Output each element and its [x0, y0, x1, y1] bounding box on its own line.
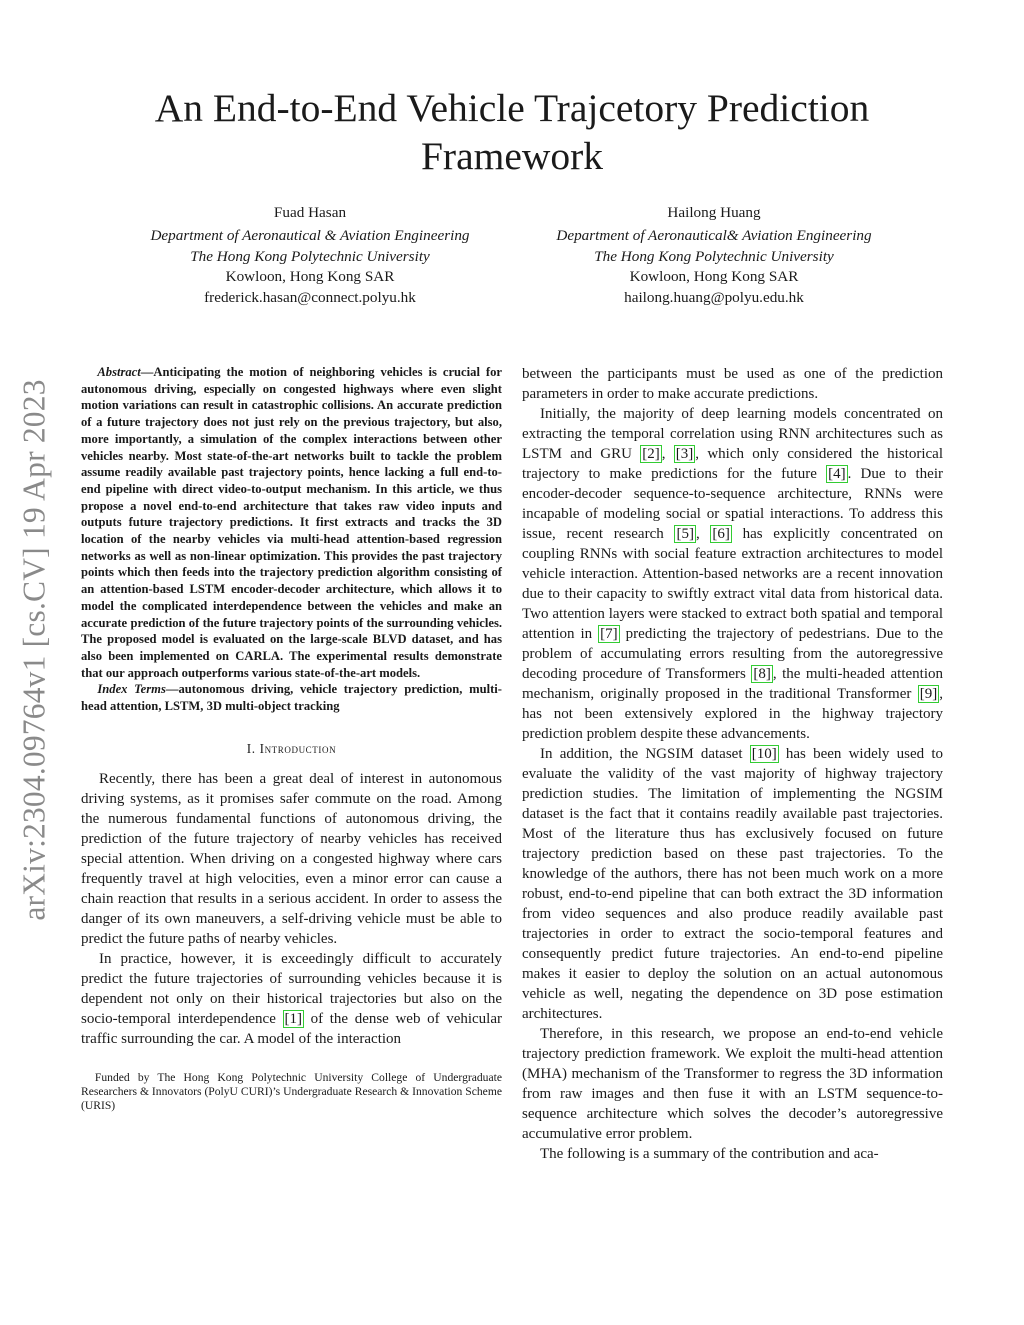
- arxiv-stamp-text: arXiv:2304.09764v1 [cs.CV] 19 Apr 2023: [17, 379, 52, 921]
- text-run: of the dense web of vehicular traffic surrounding the car. A model of the interaction: [81, 1010, 502, 1047]
- text-run: has been widely used to evaluate the validity of the vast majority of highway trajectory prediction studies. The limitation of implementing the NGSIM dataset is the fact that it contains readily available past trajectories. Most of the literature thus has exclusively focused on future trajectory prediction based on these past trajectories. To the knowledge of the authors, there has not been much work on a more robust, end-to-end pipeline that can both extract the 3D information from video sequences and also produce readily available past trajectories in order to extract the socio-temporal features and consequently predict future trajectories. An end-to-end pipeline makes it easier to deploy the solution on an actual autonomous vehicle as well, negating the dependence on 3D pose estimation architectures.: [522, 746, 943, 1022]
- author-email: frederick.hasan@connect.polyu.hk: [204, 289, 416, 307]
- section-title: Introduction: [259, 740, 337, 756]
- paper-title: An End-to-End Vehicle Trajcetory Prediction Framework: [154, 86, 870, 178]
- text-run: , has not been extensively explored in the highway trajectory prediction problem despite these advancements.: [522, 686, 943, 742]
- text-run: In practice, however, it is exceedingly difficult to accurately predict the future trajectories of surrounding vehicles because it is dependent not only on their historical trajectories but also on the socio-temporal interdependence: [81, 950, 502, 1027]
- text-run: , which only considered the historical trajectory to make predictions for the future: [522, 446, 943, 482]
- text-run: , the multi-headed attention mechanism, originally proposed in the traditional Transformer: [522, 666, 943, 702]
- text-run: In addition, the NGSIM dataset: [540, 746, 750, 762]
- section-heading: [81, 741, 502, 757]
- paragraph: [522, 404, 943, 744]
- author-location: Kowloon, Hong Kong SAR: [629, 268, 799, 286]
- index-terms-text: —autonomous driving, vehicle trajectory prediction, multi-head attention, LSTM, 3D multi-object tracking: [81, 682, 502, 714]
- citation-link[interactable]: [3]: [675, 446, 694, 462]
- paragraph: Therefore, in this research, we propose an end-to-end vehicle trajectory prediction framework. We exploit the multi-head attention (MHA) mechanism of the Transformer to regress the 3D information from raw images and then fuse it with an LSTM sequence-to-sequence architecture which solves the decoder’s autoregressive accumulative error problem.: [522, 1026, 943, 1142]
- author-department: Department of Aeronautical& Aviation Engineering: [556, 226, 872, 244]
- paragraph: between the participants must be used as one of the prediction parameters in order to make accurate predictions.: [522, 366, 943, 402]
- author-university: The Hong Kong Polytechnic University: [594, 247, 834, 265]
- abstract: [81, 364, 502, 681]
- text-run: predicting the trajectory of pedestrians. Due to the problem of accumulating errors resulting from the autoregressive decoding procedure of Transformers: [522, 626, 944, 682]
- citation-link[interactable]: [10]: [751, 746, 777, 762]
- author-university: The Hong Kong Polytechnic University: [190, 247, 430, 265]
- text-run: ,: [661, 446, 674, 462]
- citation-link[interactable]: [4]: [828, 466, 846, 482]
- left-column: [81, 364, 502, 1114]
- paragraph: The following is a summary of the contribution and aca-: [540, 1146, 879, 1162]
- arxiv-stamp: [13, 350, 57, 950]
- citation-link[interactable]: [9]: [919, 686, 938, 702]
- right-column: [522, 364, 943, 1164]
- text-run: . Due to their encoder-decoder sequence-to-sequence architecture, RNNs were incapable of modeling social or spatial interactions. To address this issue, recent research: [522, 466, 943, 542]
- citation-link[interactable]: [2]: [642, 446, 660, 462]
- paragraph: [522, 744, 943, 1024]
- author-location: Kowloon, Hong Kong SAR: [225, 268, 395, 286]
- section-number: I.: [246, 740, 256, 756]
- author-block-2: [504, 203, 924, 309]
- footnote: Funded by The Hong Kong Polytechnic University College of Undergraduate Researchers & Innovators (PolyU CURI)’s Undergraduate Research & Innovation Scheme (URIS): [81, 1070, 502, 1113]
- index-terms-label: Index Terms: [97, 682, 166, 697]
- citation-link[interactable]: [6]: [712, 526, 730, 542]
- abstract-text: —Anticipating the motion of neighboring vehicles is crucial for autonomous driving, especially on congested highways where even slight motion variations can result in catastrophic collisions. An accurate prediction of a future trajectory does not just rely on the previous trajectory, but also, more importantly, a simulation of the complex interactions between other vehicles nearby. Most state-of-the-art networks built to tackle the problem assume readily available past trajectory points, hence lacking a full end-to-end pipeline with direct video-to-output mechanism. In this article, we thus propose a novel end-to-end architecture that takes raw video inputs and outputs future trajectory predictions. It first extracts and tracks the 3D location of the nearby vehicles via multi-head attention-based regression networks as well as non-linear optimization. This provides the past trajectory points which then feeds into the trajectory prediction algorithm consisting of an attention-based LSTM encoder-decoder architecture, which allows it to model the complicated interdependence between the vehicles and make an accurate prediction of the future trajectory points of the surrounding vehicles. The proposed model is evaluated on the large-scale BLVD dataset, and has also been implemented on CARLA. The experimental results demonstrate that our approach outperforms various state-of-the-art models.: [81, 365, 502, 680]
- author-block-1: [100, 203, 520, 309]
- citation-link[interactable]: [1]: [284, 1010, 302, 1027]
- abstract-label: Abstract: [97, 365, 141, 379]
- author-department: Department of Aeronautical & Aviation Engineering: [150, 226, 470, 244]
- text-run: has explicitly concentrated on coupling RNNs with social feature extraction architectures to model vehicle interaction. Attention-based networks are a recent innovation due to their capacity to swiftly extract vital data from historical data. Two attention layers were stacked to extract both spatial and temporal attention in: [522, 526, 943, 642]
- citation-link[interactable]: [8]: [753, 666, 771, 682]
- author-name: Hailong Huang: [667, 204, 761, 221]
- paragraph: [81, 949, 502, 1049]
- paragraph: Recently, there has been a great deal of interest in autonomous driving systems, as it promises safer commute on the road. Among the numerous fundamental functions of autonomous driving, the prediction of the future trajectory of nearby vehicles has received special attention. When driving on a congested highway where cars frequently travel at high velocities, even a minor error can cause a chain reaction that results in a serious accident. In order to assess the danger of its own maneuvers, a self-driving vehicle must be able to predict the future paths of nearby vehicles.: [81, 770, 502, 947]
- author-name: Fuad Hasan: [273, 204, 347, 221]
- citation-link[interactable]: [7]: [600, 626, 618, 642]
- index-terms: [81, 681, 502, 714]
- text-run: Initially, the majority of deep learning models concentrated on extracting the temporal correlation using RNN architectures such as LSTM and GRU: [522, 406, 943, 462]
- citation-link[interactable]: [5]: [676, 526, 694, 542]
- text-run: ,: [695, 526, 711, 542]
- author-email: hailong.huang@polyu.edu.hk: [624, 289, 804, 307]
